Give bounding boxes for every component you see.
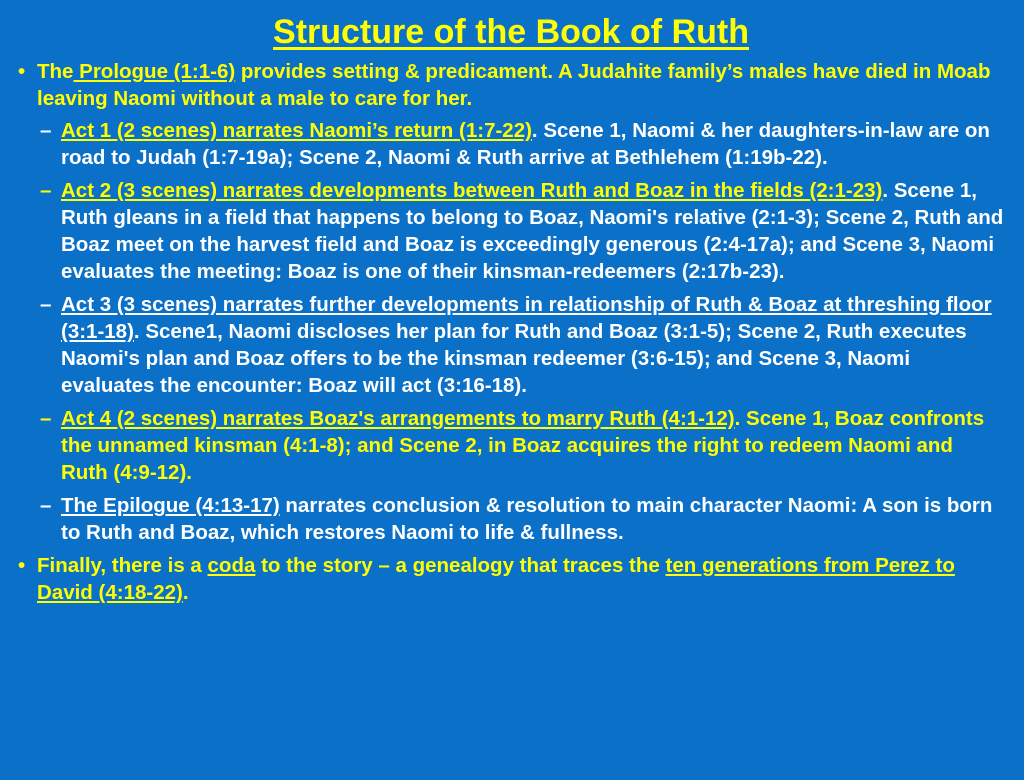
act-2-text: . Scene 1, Ruth gleans in a field that happens to belong to Boaz, Naomi's relative (2:1-3); Scene 2, Ruth and Boaz meet on the harvest field and Boaz is exceedingly generous (2:4-17a); and Scene 3, Naomi evaluates the meeting: Boaz is one of their kinsman-redeemers (2:17b-23). <box>61 179 1004 283</box>
sub-bullet-act-3 <box>18 291 1004 399</box>
bullet-marker: • <box>18 60 26 83</box>
prologue-link[interactable]: Prologue (1:1-6) <box>73 60 236 83</box>
sub-bullet-act-4 <box>18 405 1004 486</box>
act-1-link[interactable]: Act 1 (2 scenes) narrates Naomi’s return (1:7-22) <box>61 119 532 142</box>
act-1-text: . Scene 1, Naomi & her daughters-in-law are on road to Judah (1:7-19a); Scene 2, Naomi & Ruth arrive at Bethlehem (1:19b-22). <box>61 119 990 169</box>
bullet-coda-text: to the story – a genealogy that traces the <box>255 554 666 577</box>
coda-link[interactable]: coda <box>207 554 256 577</box>
bullet-prologue-text: provides setting & predicament. A Judahite family’s males have died in Moab leaving Naomi without a male to care for her. <box>37 60 991 110</box>
bullet-marker: • <box>18 554 26 577</box>
bullet-coda <box>18 552 1004 606</box>
bullet-coda-end: . <box>182 581 189 604</box>
sub-bullet-epilogue <box>18 492 1004 546</box>
epilogue-text: narrates conclusion & resolution to main character Naomi: A son is born to Ruth and Boaz, which restores Naomi to life & fullness. <box>61 494 993 544</box>
epilogue-link[interactable]: The Epilogue (4:13-17) <box>61 494 280 517</box>
generations-link[interactable]: ten generations from Perez to David (4:18-22) <box>37 554 955 604</box>
bullet-prologue-lead: The <box>37 60 74 83</box>
dash-marker: – <box>40 119 52 142</box>
slide <box>0 12 1024 780</box>
act-4-link[interactable]: Act 4 (2 scenes) narrates Boaz's arrangements to marry Ruth (4:1-12) <box>61 407 735 430</box>
bullet-prologue <box>18 58 1004 112</box>
slide-title: Structure of the Book of Ruth <box>273 13 749 51</box>
bullet-coda-lead: Finally, there is a <box>37 554 208 577</box>
dash-marker: – <box>40 407 52 430</box>
sub-bullet-act-2 <box>18 177 1004 285</box>
act-3-text: . Scene1, Naomi discloses her plan for Ruth and Boaz (3:1-5); Scene 2, Ruth executes Naomi's plan and Boaz offers to be the kinsman redeemer (3:6-15); and Scene 3, Naomi evaluates the encounter: Boaz will act (3:16-18). <box>61 320 967 397</box>
sub-bullet-act-1 <box>18 117 1004 171</box>
act-2-link[interactable]: Act 2 (3 scenes) narrates developments between Ruth and Boaz in the fields (2:1-23) <box>61 179 883 202</box>
dash-marker: – <box>40 494 52 517</box>
act-3-link[interactable]: Act 3 (3 scenes) narrates further developments in relationship of Ruth & Boaz at threshing floor (3:1-18) <box>61 293 992 343</box>
dash-marker: – <box>40 179 52 202</box>
dash-marker: – <box>40 293 52 316</box>
act-4-text: . Scene 1, Boaz confronts the unnamed kinsman (4:1-8); and Scene 2, in Boaz acquires the right to redeem Naomi and Ruth (4:9-12). <box>61 407 985 484</box>
